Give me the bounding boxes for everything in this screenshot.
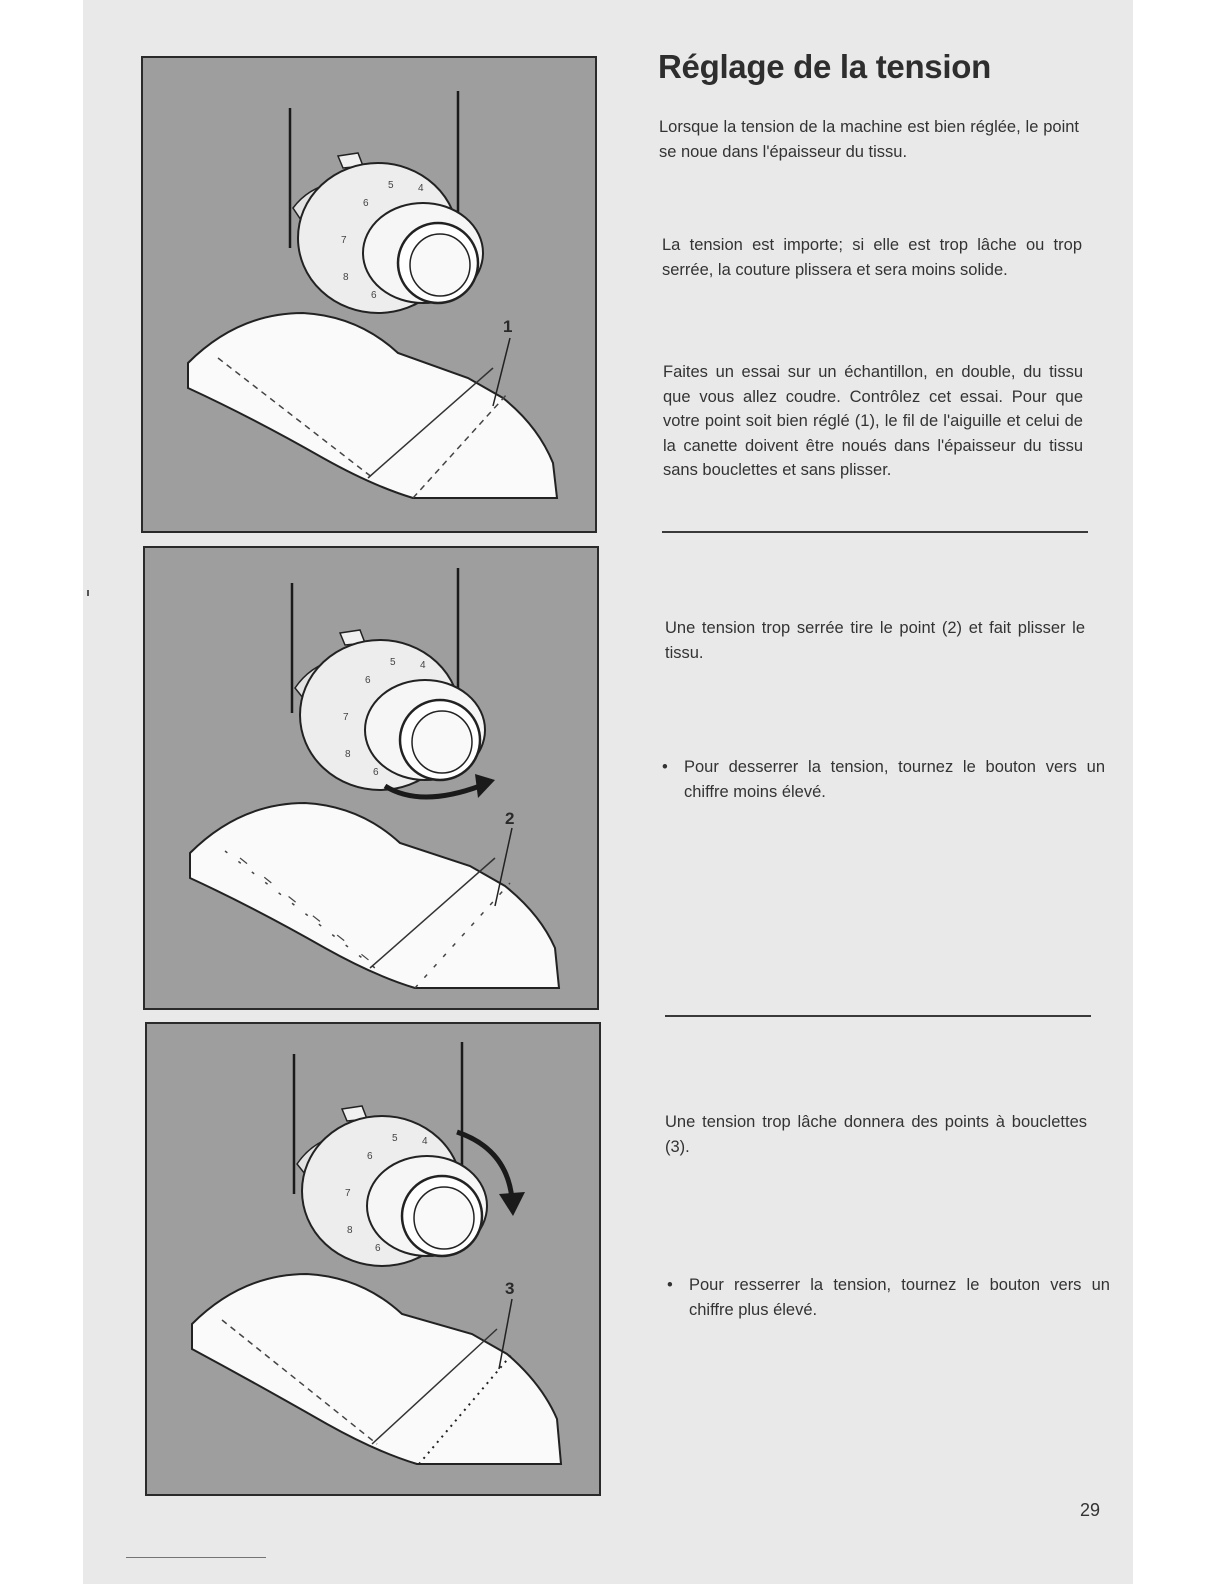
page-title: Réglage de la tension	[658, 48, 991, 85]
paragraph-test: Faites un essai sur un échantillon, en double, du tissu que vous allez coudre. Contrôlez cet essai. Pour que votre point soit bien réglé (1), le fil de l'aiguille et celui de la canette doivent être noués dans l'épaisseur du tissu sans bouclettes et sans plisser.	[663, 363, 1083, 479]
dial-number: 5	[388, 180, 394, 191]
figure-correct-tension	[141, 56, 597, 533]
illustration-dial-and-fabric	[145, 548, 599, 1010]
dial-number: 5	[392, 1133, 398, 1144]
bullet-tighten	[667, 1273, 1110, 1322]
bullet-text: Pour resserrer la tension, tournez le bouton vers un chiffre plus élevé.	[689, 1276, 1110, 1319]
paragraph-intro: Lorsque la tension de la machine est bien réglée, le point se noue dans l'épaisseur du tissu.	[659, 118, 1079, 161]
bullet-dot: •	[662, 758, 668, 776]
scan-artifact-line	[126, 1557, 266, 1558]
dial-number: 6	[367, 1151, 373, 1162]
paragraph-tight: Une tension trop serrée tire le point (2) et fait plisser le tissu.	[665, 619, 1085, 662]
bullet-loosen	[662, 755, 1105, 804]
paragraph-importance: La tension est importe; si elle est trop lâche ou trop serrée, la couture plissera et sera moins solide.	[662, 236, 1082, 279]
dial-number: 8	[347, 1225, 353, 1236]
dial-number: 6	[363, 198, 369, 209]
dial-number: 7	[345, 1188, 351, 1199]
dial-number: 6	[373, 767, 379, 778]
dial-number: 6	[371, 290, 377, 301]
figure-label: 2	[505, 809, 515, 828]
figure-tight-tension	[143, 546, 599, 1010]
dial-number: 4	[418, 183, 424, 194]
dial-number: 5	[390, 657, 396, 668]
dial-number: 7	[341, 235, 347, 246]
dial-number: 6	[375, 1243, 381, 1254]
dial-number: 4	[422, 1136, 428, 1147]
paragraph-loose: Une tension trop lâche donnera des points à bouclettes (3).	[665, 1113, 1087, 1156]
figure-label: 1	[503, 317, 513, 336]
figure-loose-tension	[145, 1022, 601, 1496]
dial-number: 6	[365, 675, 371, 686]
figure-label: 3	[505, 1279, 515, 1298]
section-divider	[665, 1015, 1091, 1017]
illustration-dial-and-fabric	[147, 1024, 601, 1496]
dial-number: 7	[343, 712, 349, 723]
bullet-dot: •	[667, 1276, 673, 1294]
scan-speck	[87, 590, 89, 596]
dial-number: 8	[345, 749, 351, 760]
illustration-dial-and-fabric	[143, 58, 597, 533]
dial-number: 8	[343, 272, 349, 283]
bullet-text: Pour desserrer la tension, tournez le bouton vers un chiffre moins élevé.	[684, 758, 1105, 801]
dial-number: 4	[420, 660, 426, 671]
section-divider	[662, 531, 1088, 533]
page-number: 29	[1080, 1500, 1101, 1520]
